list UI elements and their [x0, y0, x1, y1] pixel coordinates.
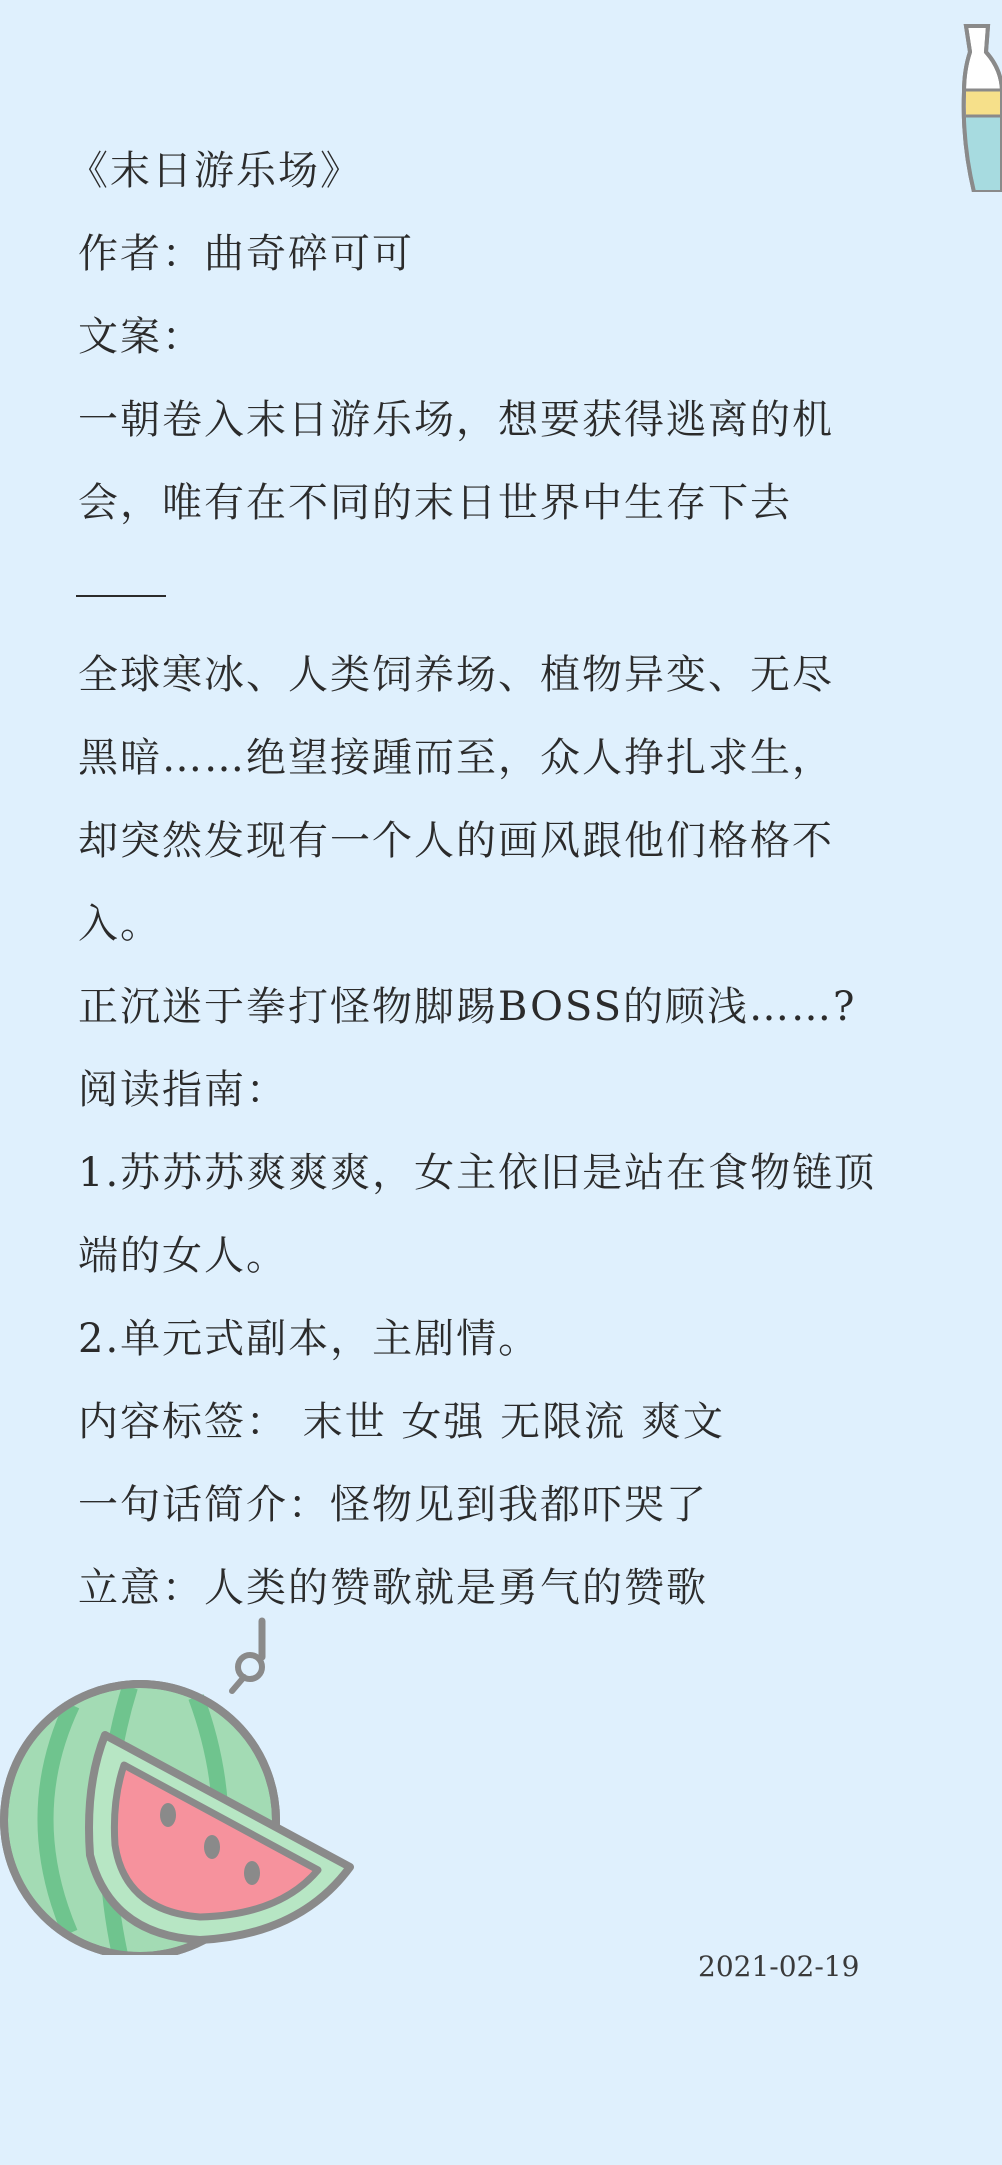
text-line: 端的女人。 — [78, 1233, 288, 1279]
tags-line: 内容标签： 末世 女强 无限流 爽文 — [78, 1399, 725, 1445]
text-line: 一朝卷入末日游乐场，想要获得逃离的机 — [78, 397, 834, 443]
one-line-intro: 一句话简介：怪物见到我都吓哭了 — [78, 1482, 708, 1528]
text-line: 会，唯有在不同的末日世界中生存下去 — [78, 480, 792, 526]
text-line: 却突然发现有一个人的画风跟他们格格不 — [78, 818, 834, 864]
synopsis-heading: 文案： — [78, 314, 204, 360]
theme-line: 立意：人类的赞歌就是勇气的赞歌 — [78, 1565, 708, 1611]
author-line: 作者：曲奇碎可可 — [78, 231, 414, 277]
bottle-icon — [956, 22, 1002, 192]
book-title: 《末日游乐场》 — [68, 148, 362, 194]
watermelon-icon — [0, 1615, 360, 1955]
text-line: 正沉迷于拳打怪物脚踢BOSS的顾浅……? — [78, 984, 857, 1030]
text-line: 黑暗……绝望接踵而至，众人挣扎求生， — [78, 735, 834, 781]
divider-row — [78, 545, 958, 628]
text-line: 入。 — [78, 901, 162, 947]
divider — [76, 595, 166, 597]
publish-date: 2021-02-19 — [698, 1950, 860, 1983]
text-line: 全球寒冰、人类饲养场、植物异变、无尽 — [78, 652, 834, 698]
text-line: 1.苏苏苏爽爽爽，女主依旧是站在食物链顶 — [78, 1150, 877, 1196]
text-line: 2.单元式副本，主剧情。 — [78, 1316, 541, 1362]
reading-guide-heading: 阅读指南： — [78, 1067, 288, 1113]
synopsis-text — [68, 130, 958, 1630]
